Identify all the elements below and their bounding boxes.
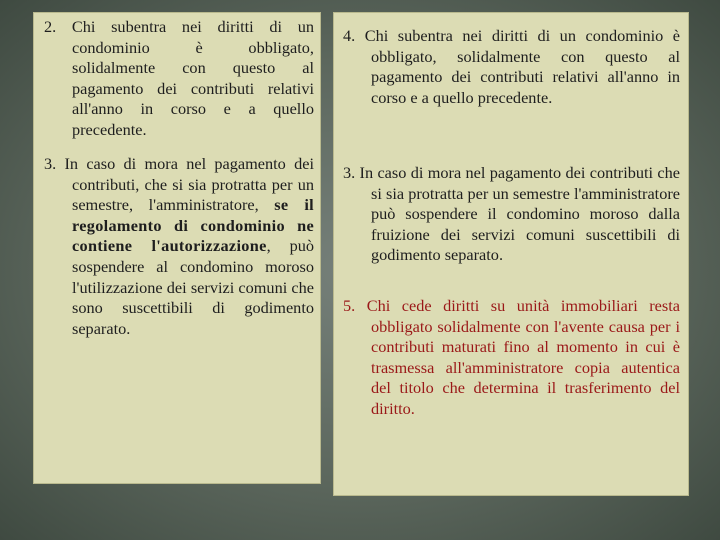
left-item-3 (44, 154, 315, 339)
right-item-3: 3. In caso di mora nel pagamento dei contributi che si sia protratta per un semestre l'amministratore può sospendere il condomino moroso dalla fruizione dei servizi comuni suscettibili di godimento separato. (343, 163, 680, 265)
left-item-3-text-end: , può sospendere al condomino moroso l'utilizzazione dei servizi comuni che sono suscettibili di godimento separato. (72, 236, 315, 338)
left-item-3-text-start: 3. In caso di mora nel pagamento dei contributi, che si sia protratta per un semestre, l'amministratore, (44, 154, 314, 215)
right-text-panel (333, 12, 689, 496)
right-item-5: 5. Chi cede diritti su unità immobiliari resta obbligato solidalmente con l'avente causa per i contributi maturati fino al momento in cui è trasmessa all'amministratore copia autentica del titolo che determina il trasferimento del diritto. (343, 296, 680, 418)
left-item-2: 2. Chi subentra nei diritti di un condominio è obbligato, solidalmente con questo al pagamento dei contributi relativi all'anno in corso e a quello precedente. (44, 17, 314, 139)
right-item-4: 4. Chi subentra nei diritti di un condominio è obbligato, solidalmente con questo al pagamento dei contributi relativi all'anno in corso e a quello precedente. (343, 26, 680, 107)
left-text-panel (33, 12, 321, 484)
left-item-3-bold-text: se il regolamento di condominio ne contiene l'autorizzazione (72, 195, 314, 256)
